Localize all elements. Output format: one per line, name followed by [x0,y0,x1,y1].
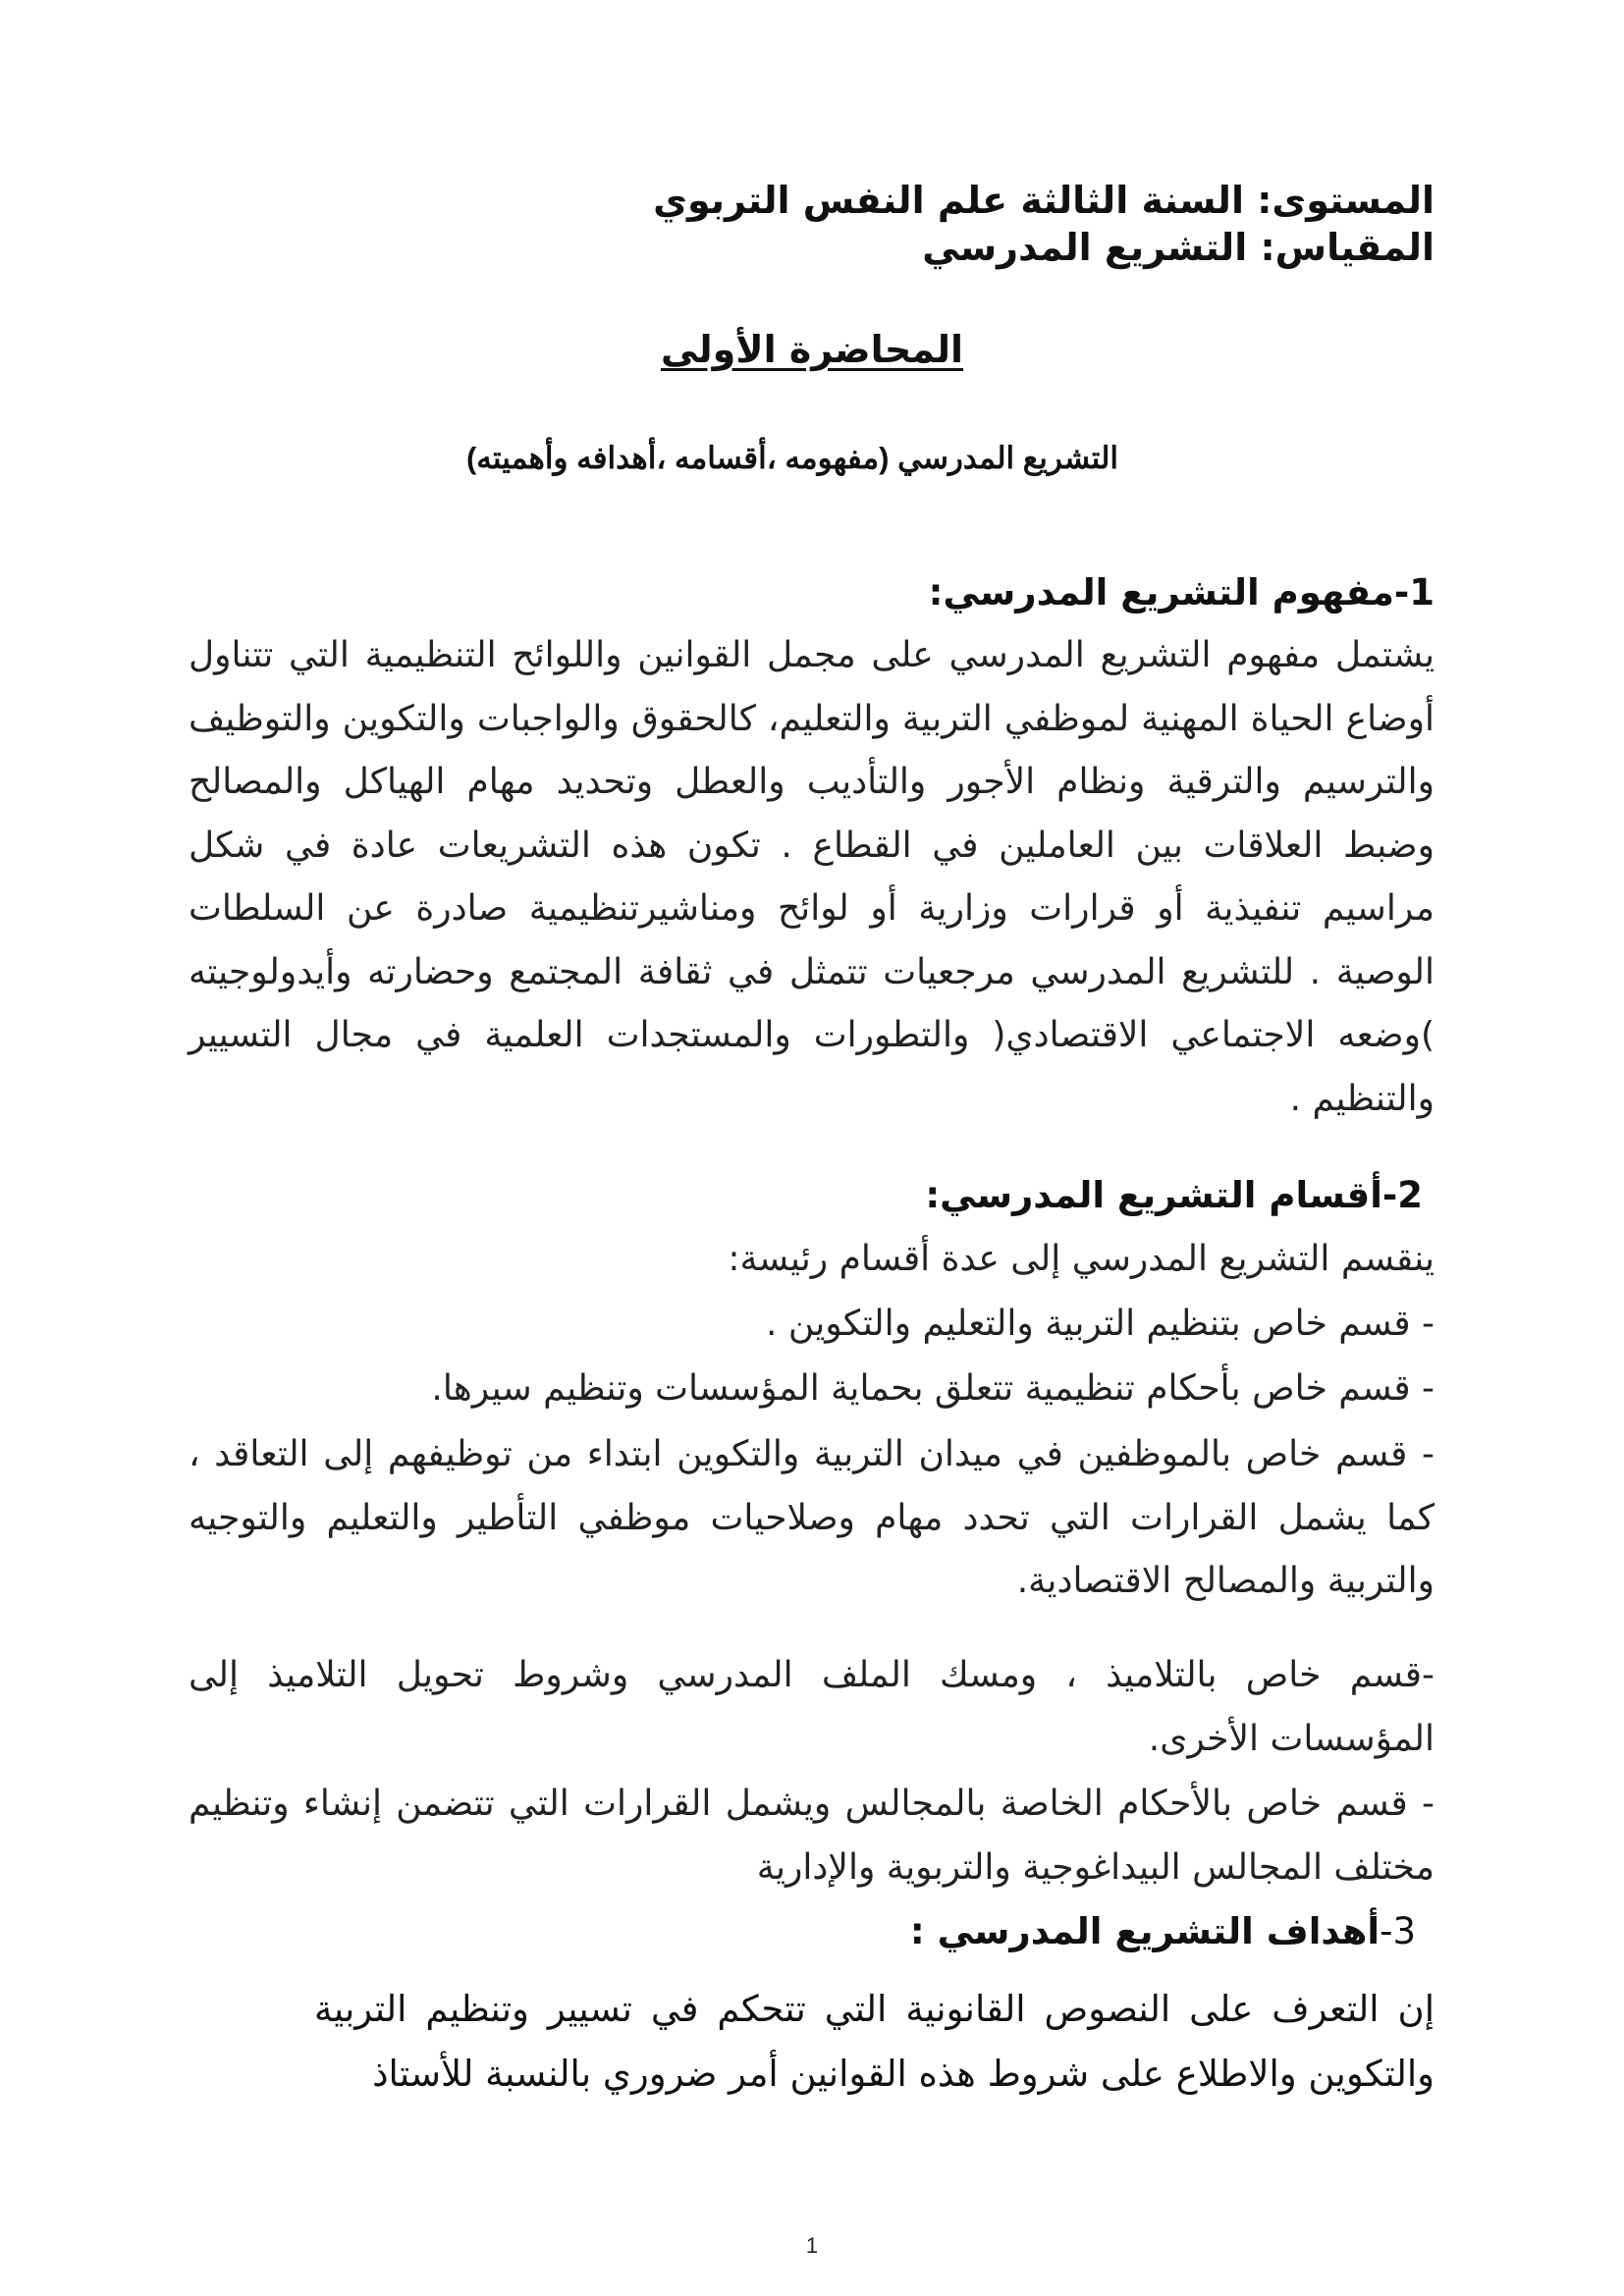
lecture-title: المحاضرة الأولى [660,328,964,371]
section-1-heading: 1-مفهوم التشريع المدرسي: [928,571,1435,614]
section-2-heading: 2-أقسام التشريع المدرسي: [925,1174,1423,1216]
section-3-number: 3- [1380,1910,1416,1952]
section-1-body: يشتمل مفهوم التشريع المدرسي على مجمل القوانين واللوائح التنظيمية التي تتناول أوضاع الحياة المهنية لموظفي التربية والتعليم، كالحقوق والواجبات والتكوين والتوظيف والترسيم والترقية ونظام الأجور والتأديب والعطل وتحديد مهام الهياكل والمصالح وضبط العلاقات بين العاملين في القطاع . تكون هذه التشريعات عادة في شكل مراسيم تنفيذية أو قرارات وزارية أو لوائح ومناشيرتنظيمية صادرة عن السلطات الوصية . للتشريع المدرسي مرجعيات تتمثل في ثقافة المجتمع وحضارته وأيدولوجيته )وضعه الاجتماعي الاقتصادي( والتطورات والمستجدات العلمية في مجال التسيير والتنظيم . [189,635,1435,1119]
module-line: المقياس: التشريع المدرسي [922,226,1435,269]
list-item: - قسم خاص بتنظيم التربية والتعليم والتكوين . [766,1304,1435,1344]
section-3-title: أهداف التشريع المدرسي : [909,1910,1380,1952]
list-item: - قسم خاص بأحكام تنظيمية تتعلق بحماية المؤسسات وتنظيم سيرها. [431,1368,1435,1409]
list-item: -قسم خاص بالتلاميذ ، ومسك الملف المدرسي وشروط تحويل التلاميذ إلى المؤسسات الأخرى. [189,1655,1435,1759]
list-item: - قسم خاص بالموظفين في ميدان التربية والتكوين ابتداء من توظيفهم إلى التعاقد ، كما يشمل القرارات التي تحدد مهام وصلاحيات موظفي التأطير والتعليم والتوجيه والتربية والمصالح الاقتصادية. [189,1434,1435,1601]
page-number: 1 [805,2233,819,2258]
section-3-heading [910,1910,1416,1952]
list-item: - قسم خاص بالأحكام الخاصة بالمجالس ويشمل القرارات التي تتضمن إنشاء وتنظيم مختلف المجالس البيداغوجية والتربوية والإدارية [189,1784,1435,1888]
section-2-intro: ينقسم التشريع المدرسي إلى عدة أقسام رئيسة: [728,1239,1435,1279]
level-line: المستوى: السنة الثالثة علم النفس التربوي [653,179,1435,222]
section-3-body: إن التعرف على النصوص القانونية التي تتحكم في تسيير وتنظيم التربية والتكوين والاطلاع على شروط هذه القوانين أمر ضروري بالنسبة للأستاذ [314,1988,1435,2095]
lecture-subtitle: التشريع المدرسي (مفهومه ،أقسامه ،أهدافه وأهميته) [465,441,1119,475]
